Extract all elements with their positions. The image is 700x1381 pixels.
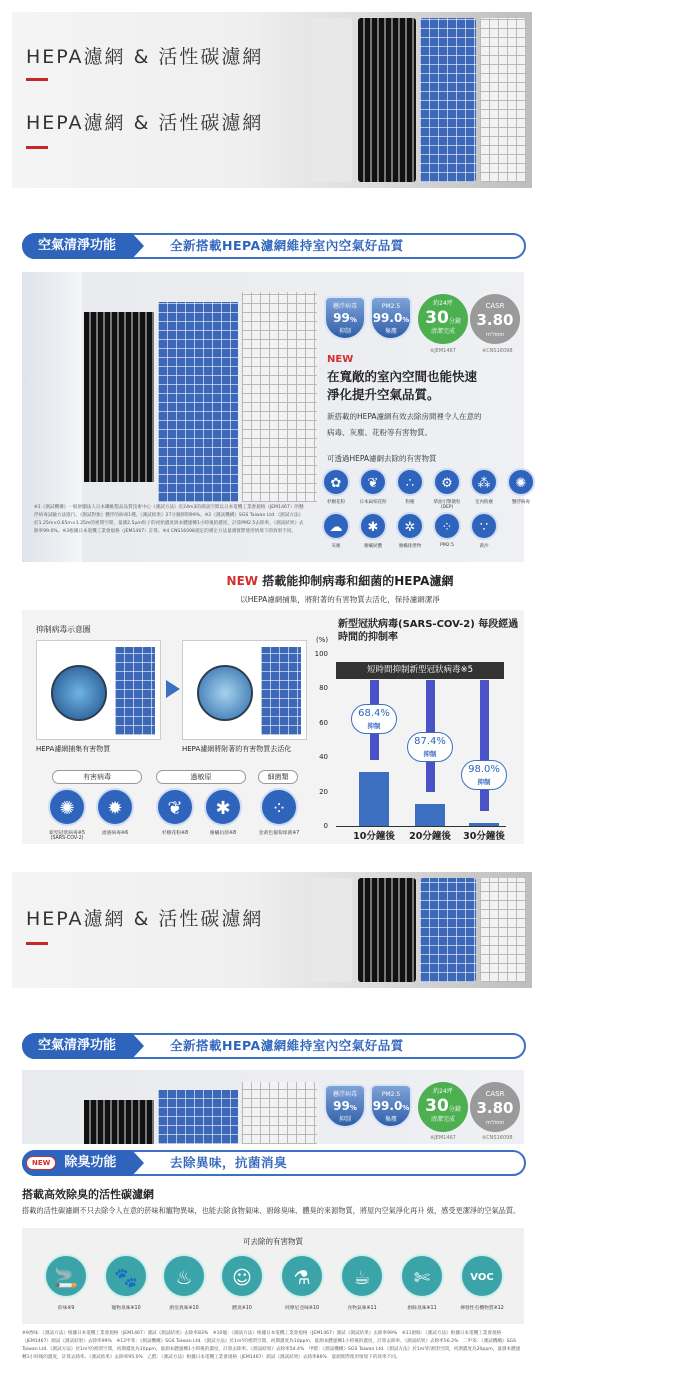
odor-label: 寵物臭味※10 bbox=[111, 1306, 141, 1311]
section-tag: 空氣清淨功能 bbox=[22, 233, 132, 259]
hero-body-2: 病毒、灰塵、花粉等有害物質。 bbox=[327, 428, 432, 437]
icon-label: 塵蟎排泄物 bbox=[398, 544, 422, 549]
badge-label: 約24坪 bbox=[433, 1088, 453, 1095]
badge-label: 懸浮病毒 bbox=[332, 1091, 357, 1098]
reduction-value: 68.4% bbox=[358, 708, 390, 719]
pm25-icon: ⁘ bbox=[433, 512, 461, 540]
hero-headline-1: 在寬敞的室內空間也能快速 bbox=[327, 369, 478, 384]
purifier-body bbox=[312, 18, 352, 182]
deodor-footnotes: ※9香味：《測試方法》根據日本電機工業會規格（JEM1467）測試《測試結果》去除率83% ※10寵：《測試方法》根據日本電機工業會規格（JEM1467）測試《測試結果》去除率99% ※11廚餘：《測試方法》根據日本電機工業會規格（JEM1467）測試《測試結果》去除率99% ※12甲苯：《測試機構》SGS Taiwan Ltd.《測試方法》於1m³的密閉空間，初期濃度為10ppm，量測本體運轉1小時後的濃度，計算去除率。《測試結果》去除率56.2% 二甲苯：《測試機構》SGS Taiwan Ltd.《測試方法》於1m³的密閉空間，初期濃度為10ppm，量測本體運轉1小時後的濃度，計算去除率。《測試結果》去除率54.4% 甲醛：《測試機構》SGS Taiwan Ltd.《測試方法》於1m³的密閉空間，初期濃度為20ppm，量測本體運轉1小時後的濃度，計算去除率。《測試結果》去除率95.0% 乙醛：《測試方法》根據日本電機工業會規格（JEM1467）測試《測試結果》去除率86% 量測實際使用情境下的效果不同。 bbox=[22, 1331, 521, 1360]
footnote-cns: ※CNS16098 bbox=[482, 1135, 513, 1141]
y-tick-label: 60 bbox=[319, 718, 328, 727]
badge-note: 集塵 bbox=[384, 1116, 397, 1123]
badge-unit: m³/min bbox=[486, 332, 504, 338]
bacteria-icon: ⁘ bbox=[260, 788, 298, 826]
badge-value: 99.0 bbox=[372, 311, 403, 325]
reduction-sub: 抑制 bbox=[477, 778, 491, 786]
pet-icon: 🐾 bbox=[104, 1254, 148, 1298]
icon-label: 柴油引擎微粒(DEP) bbox=[433, 500, 461, 510]
odor-label: 食物氣味※11 bbox=[347, 1306, 377, 1311]
odor-label: 揮發性有機物質※12 bbox=[460, 1306, 504, 1311]
icon-label: 室內粉塵 bbox=[475, 500, 493, 505]
badge-value: 99 bbox=[333, 311, 350, 325]
footnote-jem: ※JEM1467 bbox=[430, 348, 456, 354]
category-bacteria: 細菌類 bbox=[258, 770, 298, 784]
deactivate-diagram bbox=[182, 640, 307, 740]
footnote-cns: ※CNS16098 bbox=[482, 348, 513, 354]
new-badge: NEW bbox=[26, 1156, 56, 1170]
reduction-label bbox=[407, 732, 453, 762]
odor-label: 菸味※9 bbox=[57, 1306, 75, 1311]
hepa-filter bbox=[158, 1090, 238, 1144]
chart-band-label: 短時間抑制新型冠狀病毒※5 bbox=[336, 662, 504, 679]
harmful-icons-row-2 bbox=[322, 512, 507, 540]
badge-label: CASR bbox=[485, 1090, 505, 1098]
diagram-label: 抑制病毒示意圖 bbox=[36, 625, 91, 634]
reduction-value: 87.4% bbox=[414, 736, 446, 747]
icon-label: PM2.5 bbox=[440, 543, 454, 548]
badge-clean-time bbox=[418, 294, 468, 344]
badge-pm25 bbox=[370, 1084, 412, 1128]
kitchen-icon: ♨ bbox=[162, 1254, 206, 1298]
badge-label: PM2.5 bbox=[381, 1091, 401, 1098]
section-tag: 空氣清淨功能 bbox=[22, 1033, 132, 1059]
reduction-sub: 抑制 bbox=[367, 722, 381, 730]
new-badge: NEW bbox=[327, 354, 354, 365]
odor-label: 阿摩尼亞味※10 bbox=[284, 1306, 320, 1311]
suppression-panel bbox=[22, 610, 524, 844]
badge-virus bbox=[324, 1084, 366, 1128]
pre-filter bbox=[480, 878, 526, 982]
badge-casr bbox=[470, 294, 520, 344]
capture-diagram bbox=[36, 640, 161, 740]
icon-label: 杉樹花粉※8 bbox=[161, 831, 189, 836]
reduction-sub: 抑制 bbox=[423, 750, 437, 758]
harmful-icons-row-1 bbox=[322, 468, 544, 496]
mite-icon: ✱ bbox=[204, 788, 242, 826]
house-dust-icon: ⁂ bbox=[470, 468, 498, 496]
reduction-value: 98.0% bbox=[468, 764, 500, 775]
influenza-icon: ✹ bbox=[96, 788, 134, 826]
banner-2 bbox=[12, 872, 532, 988]
y-tick-label: 40 bbox=[319, 753, 328, 762]
odor-label: 體臭※10 bbox=[232, 1306, 252, 1311]
badge-value: 99.0 bbox=[372, 1099, 403, 1113]
reduction-label bbox=[351, 704, 397, 734]
virus-magnifier-icon bbox=[51, 665, 107, 721]
carbon-filter bbox=[358, 18, 416, 182]
badge-note: 抑制 bbox=[338, 1116, 351, 1123]
carbon-filter bbox=[84, 1100, 154, 1144]
virus-icon: ✺ bbox=[507, 468, 535, 496]
banner-1 bbox=[12, 12, 532, 188]
arrow-right-icon bbox=[166, 680, 180, 698]
icon-label: 流感病毒※6 bbox=[101, 831, 129, 836]
badge-note: 清潔完成 bbox=[430, 328, 455, 335]
section-desc: 全新搭載HEPA濾網維持室內空氣好品質 bbox=[170, 238, 404, 253]
suppression-title bbox=[0, 572, 680, 589]
section-header-deodor bbox=[22, 1150, 526, 1176]
cypress-pollen-icon: ❦ bbox=[359, 468, 387, 496]
voc-label: VOC bbox=[470, 1272, 494, 1283]
badge-unit: 分鐘 bbox=[448, 1106, 461, 1113]
badge-note: 集塵 bbox=[384, 328, 397, 335]
carbon-filter bbox=[84, 312, 154, 482]
section-tag-label: 除臭功能 bbox=[64, 1155, 117, 1170]
suppression-chart bbox=[312, 610, 524, 844]
category-virus: 有害病毒 bbox=[52, 770, 142, 784]
chart-title: 新型冠狀病毒(SARS-COV-2) 每段經過時間的抑制率 bbox=[338, 619, 519, 643]
filter-product-image bbox=[302, 12, 532, 188]
reduction-label bbox=[461, 760, 507, 790]
y-tick-label: 0 bbox=[323, 822, 328, 830]
icon-label: 新型冠狀病毒※5 (SARS-COV-2) bbox=[49, 831, 85, 841]
footnote-jem: ※JEM1467 bbox=[430, 1135, 456, 1141]
section-tag bbox=[22, 1150, 132, 1176]
odor-panel bbox=[22, 1228, 524, 1324]
odor-label: 廚房異味※10 bbox=[169, 1306, 199, 1311]
badge-casr bbox=[470, 1082, 520, 1132]
odor-panel-title: 可去除的有害物質 bbox=[243, 1237, 303, 1246]
chart-bar bbox=[359, 772, 389, 826]
pre-filter bbox=[242, 292, 317, 502]
remove-title: 可透過HEPA濾網去除的有害物質 bbox=[327, 454, 437, 463]
hepa-filter bbox=[115, 647, 155, 735]
body-odor-icon: ☺ bbox=[220, 1254, 264, 1298]
icon-label: 塵蟎屍體 bbox=[364, 544, 382, 549]
voc-icon bbox=[460, 1254, 504, 1298]
pre-filter bbox=[480, 18, 526, 182]
hero-panel bbox=[22, 272, 530, 562]
suppression-subtitle: 以HEPA濾網捕集，將附著的有害物質去活化，保持濾網潔淨 bbox=[240, 595, 440, 604]
badge-clean-time bbox=[418, 1082, 468, 1132]
badge-virus bbox=[324, 296, 366, 340]
hero-panel-2 bbox=[22, 1070, 524, 1144]
badge-label: 約24坪 bbox=[433, 300, 453, 307]
mite-waste-icon: ✲ bbox=[396, 512, 424, 540]
icon-label: 灰塵 bbox=[331, 544, 341, 549]
badge-value: 3.80 bbox=[476, 311, 514, 329]
badge-value: 30 bbox=[425, 308, 449, 328]
section-header-air bbox=[22, 1033, 526, 1059]
x-axis-line bbox=[336, 826, 506, 827]
section-desc: 全新搭載HEPA濾網維持室內空氣好品質 bbox=[170, 1038, 404, 1053]
title-underline bbox=[26, 146, 48, 149]
dust-icon: ∴ bbox=[396, 468, 424, 496]
badge-unit: 分鐘 bbox=[448, 318, 461, 325]
filter-product-image bbox=[302, 872, 532, 988]
icon-label: 金黃色葡萄球菌※7 bbox=[258, 831, 300, 836]
sand-icon: ∵ bbox=[470, 512, 498, 540]
pollen-icon: ✿ bbox=[322, 468, 350, 496]
badge-unit: % bbox=[349, 316, 357, 324]
cigarette-icon: 🚬 bbox=[44, 1254, 88, 1298]
mite-icon: ✱ bbox=[359, 512, 387, 540]
diesel-particle-icon: ⚙ bbox=[433, 468, 461, 496]
reduction-arrow bbox=[480, 680, 489, 811]
new-badge: NEW bbox=[226, 574, 259, 588]
hepa-filter bbox=[158, 302, 238, 502]
title-underline bbox=[26, 78, 48, 81]
banner-title: HEPA濾網 & 活性碳濾網 bbox=[26, 908, 264, 930]
icon-label: 粉塵 bbox=[405, 500, 415, 505]
badge-note: 抑制 bbox=[338, 328, 351, 335]
badge-unit: % bbox=[402, 316, 410, 324]
icon-label: 黃沙 bbox=[479, 544, 489, 549]
y-tick-label: 20 bbox=[319, 787, 328, 796]
purifier-body bbox=[312, 878, 352, 982]
badge-unit: m³/min bbox=[486, 1120, 504, 1126]
hero-footnotes: ※1《測試機構》一般財團法人日本纖維製品品質技術中心《測試方法》於24m3的測試空間以日本電機工業會規格（JEM1467）的懸浮病毒試驗方法進行。《測試對象》懸浮的病毒1種。《測試結果》27分鐘抑制99%。※2《測試機構》SGS Taiwan Ltd.《測試方法》於1.25m×0.65m×1.25m的密閉空間，量測2.5μm粒子的初始濃度與本體運轉1小時後的濃度，計算PM2.5去除率。《測試結果》去除率99.0%。※3根據日本電機工業會規格（JEM1467）計算。※4 CNS16098規定的測定方法量測實際使用情境下的效果不同。 bbox=[34, 505, 304, 534]
virus-magnifier-icon bbox=[197, 665, 253, 721]
title-underline bbox=[26, 942, 48, 945]
pre-filter bbox=[242, 1082, 317, 1144]
caption-capture: HEPA濾網捕集有害物質 bbox=[36, 745, 111, 753]
hero-body-1: 新搭載的HEPA濾網有效去除房間裡令人在意的 bbox=[327, 412, 482, 421]
badge-unit: % bbox=[402, 1104, 410, 1112]
suppression-title-text: 搭載能抑制病毒和細菌的HEPA濾網 bbox=[262, 574, 454, 588]
y-tick-label: 80 bbox=[319, 684, 328, 693]
hero-headline-2: 淨化提升空氣品質。 bbox=[327, 387, 440, 402]
chart-bar bbox=[415, 804, 445, 826]
food-icon: ☕ bbox=[340, 1254, 384, 1298]
x-tick-label: 10分鐘後 bbox=[353, 831, 395, 842]
odor-label: 廚餘臭味※11 bbox=[407, 1306, 437, 1311]
banner-title: HEPA濾網 & 活性碳濾網 bbox=[26, 112, 264, 134]
hepa-filter bbox=[420, 18, 476, 182]
fishbone-icon: ✄ bbox=[400, 1254, 444, 1298]
pollen-icon: ❦ bbox=[156, 788, 194, 826]
badge-unit: % bbox=[349, 1104, 357, 1112]
ammonia-icon: ⚗ bbox=[280, 1254, 324, 1298]
section-header-air bbox=[22, 233, 526, 259]
coronavirus-icon: ✺ bbox=[48, 788, 86, 826]
badge-pm25 bbox=[370, 296, 412, 340]
hepa-filter bbox=[420, 878, 476, 982]
badge-label: CASR bbox=[485, 302, 505, 310]
caption-deactivate: HEPA濾網將附著的有害物質去活化 bbox=[182, 745, 292, 753]
y-tick-label: 100 bbox=[314, 650, 328, 658]
badge-label: 懸浮病毒 bbox=[332, 303, 357, 310]
carbon-filter bbox=[358, 878, 416, 982]
hepa-filter bbox=[261, 647, 301, 735]
category-allergen: 過敏原 bbox=[156, 770, 246, 784]
deodor-text-1: 搭載的活性碳濾網不只去除令人在意的菸味和寵物異味，也能去除食物氣味、廚餘臭味、體臭的來源物質，將屋內空氣淨化再升 級，感受更潔淨的空氣品質。 bbox=[22, 1206, 521, 1215]
badge-value: 30 bbox=[425, 1096, 449, 1116]
dust-cloud-icon: ☁ bbox=[322, 512, 350, 540]
y-axis-label: (%) bbox=[316, 636, 329, 644]
deodor-title: 搭載高效除臭的活性碳濾網 bbox=[22, 1188, 154, 1201]
section-desc: 去除異味，抗菌消臭 bbox=[170, 1155, 288, 1170]
icon-label: 杉樹花粉 bbox=[327, 500, 345, 505]
icon-label: 日本扁柏花粉 bbox=[359, 500, 387, 505]
icon-label: 懸浮病毒 bbox=[512, 500, 530, 505]
badge-label: PM2.5 bbox=[381, 303, 401, 310]
x-tick-label: 20分鐘後 bbox=[409, 831, 451, 842]
badge-note: 清潔完成 bbox=[430, 1116, 455, 1123]
x-tick-label: 30分鐘後 bbox=[463, 831, 505, 842]
banner-title: HEPA濾網 & 活性碳濾網 bbox=[26, 46, 264, 68]
icon-label: 塵蟎抗原※8 bbox=[209, 831, 237, 836]
badge-value: 3.80 bbox=[476, 1099, 514, 1117]
badge-value: 99 bbox=[333, 1099, 350, 1113]
